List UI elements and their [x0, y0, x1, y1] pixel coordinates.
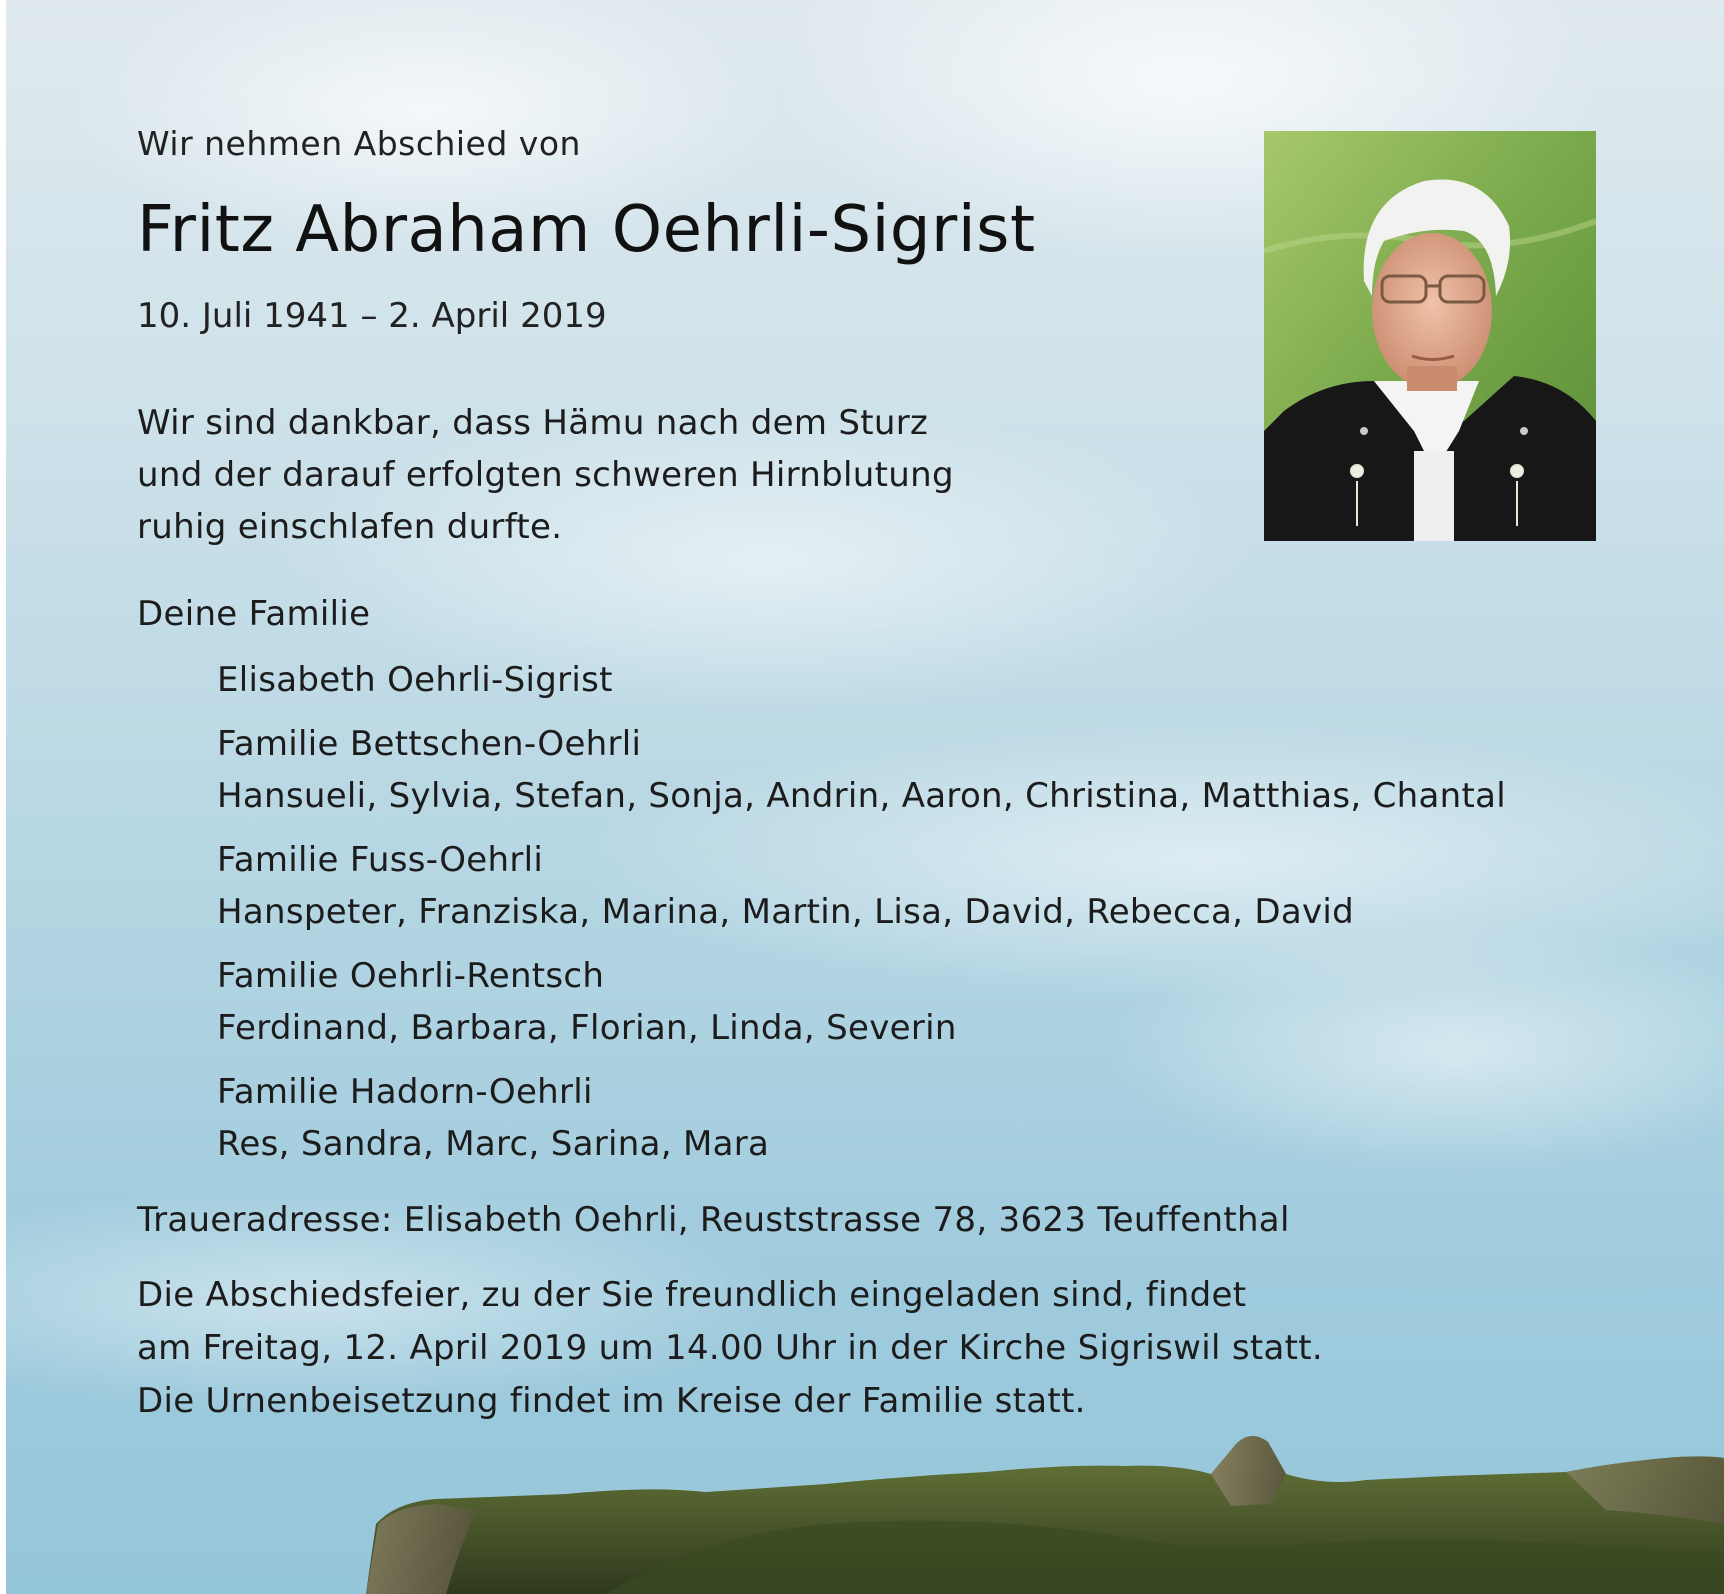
- family-name-fuss: Familie Fuss-Oehrli: [217, 840, 544, 880]
- mourning-address: Traueradresse: Elisabeth Oehrli, Reuststrasse 78, 3623 Teuffenthal: [137, 1200, 1290, 1240]
- deceased-name: Fritz Abraham Oehrli-Sigrist: [137, 193, 1036, 267]
- portrait-photo: [1264, 131, 1596, 541]
- family-heading: Deine Familie: [137, 594, 371, 634]
- intro-text: Wir nehmen Abschied von: [137, 124, 581, 163]
- family-members-bettschen: Hansueli, Sylvia, Stefan, Sonja, Andrin, Aaron, Christina, Matthias, Chantal: [217, 776, 1506, 816]
- message-line-2: und der darauf erfolgten schweren Hirnblutung: [137, 455, 954, 495]
- family-members-rentsch: Ferdinand, Barbara, Florian, Linda, Severin: [217, 1008, 957, 1048]
- family-name-rentsch: Familie Oehrli-Rentsch: [217, 956, 605, 996]
- obituary-card: [6, 0, 1724, 1594]
- mountain-landscape: [6, 1414, 1724, 1594]
- ceremony-line-3: Die Urnenbeisetzung findet im Kreise der Familie statt.: [137, 1381, 1086, 1421]
- family-name-bettschen: Familie Bettschen-Oehrli: [217, 724, 642, 764]
- life-dates: 10. Juli 1941 – 2. April 2019: [137, 296, 607, 336]
- family-members-hadorn: Res, Sandra, Marc, Sarina, Mara: [217, 1124, 770, 1164]
- portrait-illustration: [1264, 131, 1596, 541]
- message-line-1: Wir sind dankbar, dass Hämu nach dem Sturz: [137, 403, 929, 443]
- family-members-fuss: Hanspeter, Franziska, Marina, Martin, Lisa, David, Rebecca, David: [217, 892, 1355, 932]
- ceremony-line-2: am Freitag, 12. April 2019 um 14.00 Uhr in der Kirche Sigriswil statt.: [137, 1328, 1324, 1368]
- message-line-3: ruhig einschlafen durfte.: [137, 507, 563, 547]
- family-name-hadorn: Familie Hadorn-Oehrli: [217, 1072, 593, 1112]
- family-member-widow: Elisabeth Oehrli-Sigrist: [217, 660, 613, 700]
- ceremony-line-1: Die Abschiedsfeier, zu der Sie freundlich eingeladen sind, findet: [137, 1275, 1247, 1315]
